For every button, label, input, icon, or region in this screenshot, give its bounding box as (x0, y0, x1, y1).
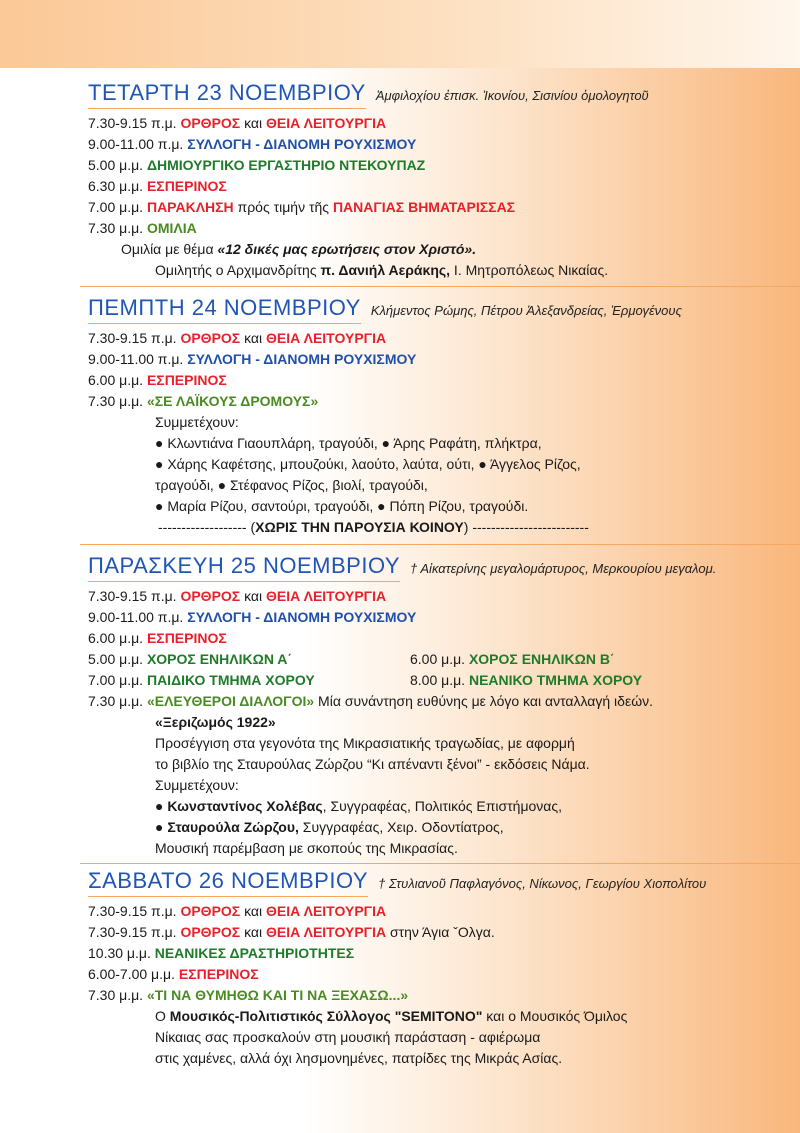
detail-line: Ομιλία με θέμα «12 δικές μας ερωτήσεις στον Χριστό». (121, 241, 477, 257)
schedule-line: 7.30 μ.μ. «ΕΛΕΥΘΕΡΟΙ ΔΙΑΛΟΓΟΙ» Μία συνάντηση ευθύνης με λόγο και ανταλλαγή ιδεών. (88, 693, 654, 709)
detail-line: Ο Μουσικός-Πολιτιστικός Σύλλογος "SEMITONO" και ο Μουσικός Όμιλος (155, 1008, 628, 1024)
day-title: ΠΑΡΑΣΚΕΥΗ 25 ΝΟΕΜΒΡΙΟΥ (88, 553, 400, 582)
section-friday (0, 545, 800, 863)
detail-line: Συμμετέχουν: (155, 414, 239, 430)
detail-line: Ομιλητής ο Αρχιμανδρίτης π. Δανιήλ Αεράκης, Ι. Μητροπόλεως Νικαίας. (155, 262, 609, 278)
detail-line: ● Χάρης Καφέτσης, μπουζούκι, λαούτο, λαύτα, ούτι, ● Άγγελος Ρίζος, (155, 456, 581, 472)
saint-of-day: Κλήμεντος Ρώμης, Πέτρου Ἀλεξανδρείας, Ἑρμογένους (370, 303, 682, 318)
detail-line: τραγούδι, ● Στέφανος Ρίζος, βιολί, τραγούδι, (155, 477, 428, 493)
schedule-line: 9.00-11.00 π.μ. ΣΥΛΛΟΓΗ - ΔΙΑΝΟΜΗ ΡΟΥΧΙΣΜΟΥ (88, 609, 417, 625)
schedule-line: 5.00 μ.μ. ΔΗΜΙΟΥΡΓΙΚΟ ΕΡΓΑΣΤΗΡΙΟ ΝΤΕΚΟΥΠΑΖ (88, 157, 426, 173)
day-title: ΣΑΒΒΑΤΟ 26 ΝΟΕΜΒΡΙΟΥ (88, 868, 368, 897)
schedule-line: 5.00 μ.μ. ΧΟΡΟΣ ΕΝΗΛΙΚΩΝ Α΄ 6.00 μ.μ. ΧΟΡΟΣ ΕΝΗΛΙΚΩΝ Β΄ (88, 651, 615, 667)
section-thursday (0, 287, 800, 544)
detail-line: Προσέγγιση στα γεγονότα της Μικρασιατικής τραγωδίας, με αφορμή (155, 735, 575, 751)
detail-line: ● Μαρία Ρίζου, σαντούρι, τραγούδι, ● Πόπη Ρίζου, τραγούδι. (155, 498, 529, 514)
saint-of-day: † Στυλιανοῦ Παφλαγόνος, Νίκωνος, Γεωργίου Χιοπολίτου (378, 876, 707, 891)
day-header (88, 868, 706, 897)
top-color-band (0, 0, 800, 68)
detail-line: το βιβλίο της Σταυρούλας Ζώρζου “Κι απέναντι ξένοι” - εκδόσεις Νάμα. (155, 756, 590, 772)
day-title: ΠΕΜΠΤΗ 24 ΝΟΕΜΒΡΙΟΥ (88, 295, 361, 324)
day-header (88, 553, 716, 582)
schedule-line: 9.00-11.00 π.μ. ΣΥΛΛΟΓΗ - ΔΙΑΝΟΜΗ ΡΟΥΧΙΣΜΟΥ (88, 136, 417, 152)
schedule-line: 7.30-9.15 π.μ. ΟΡΘΡΟΣ και ΘΕΙΑ ΛΕΙΤΟΥΡΓΙΑ (88, 330, 387, 346)
section-saturday (0, 864, 800, 1133)
schedule-line: 6.00 μ.μ. ΕΣΠΕΡΙΝΟΣ (88, 630, 227, 646)
detail-line: ● Κλωντιάνα Γιαουπλάρη, τραγούδι, ● Άρης Ραφάτη, πλήκτρα, (155, 435, 542, 451)
detail-line: Νίκαιας σας προσκαλούν στη μουσική παράσταση - αφιέρωμα (155, 1029, 541, 1045)
detail-line: Συμμετέχουν: (155, 777, 239, 793)
schedule-line: 7.30-9.15 π.μ. ΟΡΘΡΟΣ και ΘΕΙΑ ΛΕΙΤΟΥΡΓΙΑ (88, 588, 387, 604)
saint-of-day: † Αἰκατερίνης μεγαλομάρτυρος, Μερκουρίου μεγαλομ. (410, 561, 717, 576)
schedule-line: 7.30-9.15 π.μ. ΟΡΘΡΟΣ και ΘΕΙΑ ΛΕΙΤΟΥΡΓΙΑ (88, 903, 387, 919)
schedule-line: 10.30 μ.μ. ΝΕΑΝΙΚΕΣ ΔΡΑΣΤΗΡΙΟΤΗΤΕΣ (88, 945, 355, 961)
schedule-line: 6.30 μ.μ. ΕΣΠΕΡΙΝΟΣ (88, 178, 227, 194)
schedule-line: 7.00 μ.μ. ΠΑΡΑΚΛΗΣΗ πρός τιμήν τῆς ΠΑΝΑΓΙΑΣ ΒΗΜΑΤΑΡΙΣΣΑΣ (88, 199, 516, 215)
schedule-line: 6.00 μ.μ. ΕΣΠΕΡΙΝΟΣ (88, 372, 227, 388)
schedule-line: 7.30-9.15 π.μ. ΟΡΘΡΟΣ και ΘΕΙΑ ΛΕΙΤΟΥΡΓΙΑ στην Άγια ˇΟλγα. (88, 924, 495, 940)
day-header (88, 80, 649, 109)
detail-line: ● Σταυρούλα Ζώρζου, Συγγραφέας, Χειρ. Οδοντίατρος, (155, 819, 504, 835)
section-wednesday (0, 68, 800, 286)
schedule-line: 7.00 μ.μ. ΠΑΙΔΙΚΟ ΤΜΗΜΑ ΧΟΡΟΥ 8.00 μ.μ. ΝΕΑΝΙΚΟ ΤΜΗΜΑ ΧΟΡΟΥ (88, 672, 643, 688)
detail-line: ● Κωνσταντίνος Χολέβας, Συγγραφέας, Πολιτικός Επιστήμονας, (155, 798, 563, 814)
schedule-line: 7.30 μ.μ. ΟΜΙΛΙΑ (88, 220, 197, 236)
detail-line: ------------------- (ΧΩΡΙΣ ΤΗΝ ΠΑΡΟΥΣΙΑ ΚΟΙΝΟΥ) ------------------------- (158, 519, 589, 535)
schedule-line: 6.00-7.00 μ.μ. ΕΣΠΕΡΙΝΟΣ (88, 966, 259, 982)
saint-of-day: Ἀμφιλοχίου ἐπισκ. Ἰκονίου, Σισινίου ὁμολογητοῦ (375, 88, 649, 103)
schedule-line: 9.00-11.00 π.μ. ΣΥΛΛΟΓΗ - ΔΙΑΝΟΜΗ ΡΟΥΧΙΣΜΟΥ (88, 351, 417, 367)
detail-line: Μουσική παρέμβαση με σκοπούς της Μικρασίας. (155, 840, 458, 856)
day-header (88, 295, 682, 324)
day-title: ΤΕΤΑΡΤΗ 23 ΝΟΕΜΒΡΙΟΥ (88, 80, 366, 109)
schedule-line: 7.30-9.15 π.μ. ΟΡΘΡΟΣ και ΘΕΙΑ ΛΕΙΤΟΥΡΓΙΑ (88, 115, 387, 131)
schedule-line: 7.30 μ.μ. «ΣΕ ΛΑΪΚΟΥΣ ΔΡΟΜΟΥΣ» (88, 393, 319, 409)
schedule-line: 7.30 μ.μ. «ΤΙ ΝΑ ΘΥΜΗΘΩ ΚΑΙ ΤΙ ΝΑ ΞΕΧΑΣΩ...» (88, 987, 409, 1003)
detail-line: στις χαμένες, αλλά όχι λησμονημένες, πατρίδες της Μικράς Ασίας. (155, 1050, 563, 1066)
detail-line: «Ξεριζωμός 1922» (155, 714, 276, 730)
